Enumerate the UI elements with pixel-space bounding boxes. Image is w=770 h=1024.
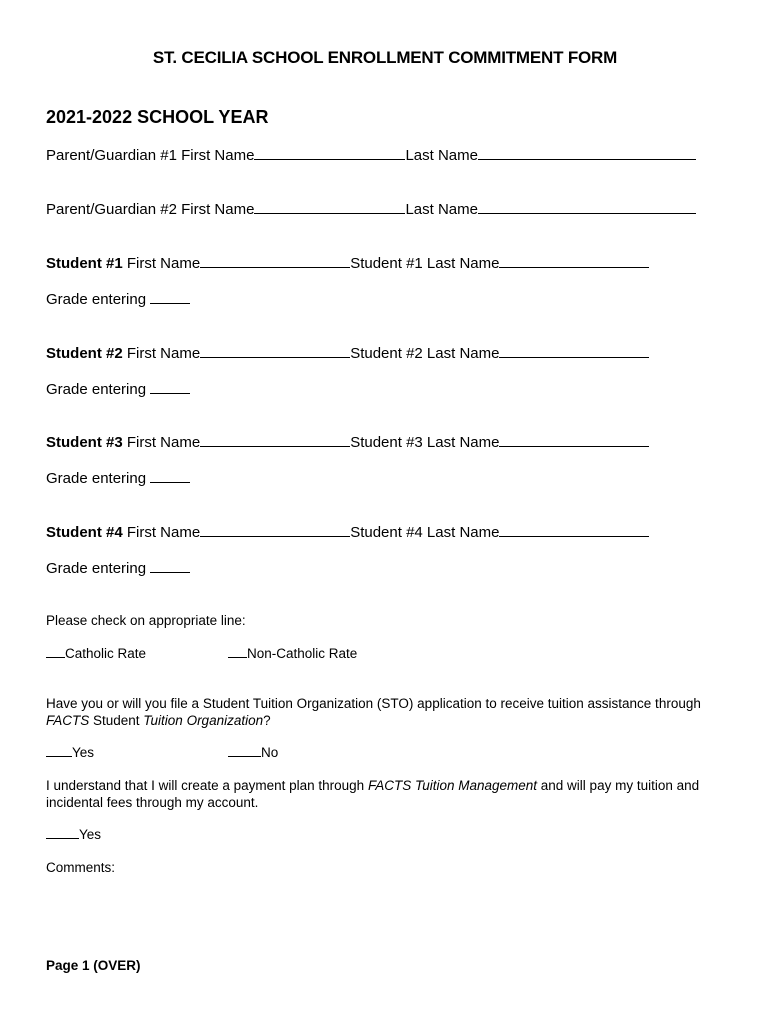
student-4-grade-field[interactable] [150,559,190,573]
student-4-last-label: Student #4 Last Name [350,524,500,541]
student-4-last-name-field[interactable] [499,523,649,537]
student-2-last-name-field[interactable] [499,344,649,358]
guardian-1-last-label: Last Name [405,147,478,164]
payment-text-2: and will pay my tuition and incidental fees through my account. [46,778,700,810]
student-4-first-name-field[interactable] [200,523,350,537]
guardian-2-last-label: Last Name [405,201,478,218]
student-1-grade-field[interactable] [150,290,190,304]
student-2-grade-label: Grade entering [46,381,151,398]
sto-no-option[interactable] [228,745,278,760]
guardian-2-first-name-field[interactable] [254,200,405,214]
non-catholic-rate-label: Non-Catholic Rate [247,646,358,661]
student-3-last-name-field[interactable] [499,433,649,447]
student-3-grade-field[interactable] [150,469,190,483]
student-2-grade-row [46,380,190,398]
page-footer: Page 1 (OVER) [46,958,141,973]
student-4-grade-row [46,559,190,577]
student-3-first-name-field[interactable] [200,433,350,447]
payment-text-1: I understand that I will create a payment plan through [46,778,368,793]
student-1-grade-row [46,290,190,308]
sto-yes-check-line[interactable] [46,745,72,757]
catholic-rate-label: Catholic Rate [65,646,147,661]
catholic-rate-check-line[interactable] [46,646,65,658]
payment-yes-option[interactable] [46,827,101,842]
student-1-grade-label: Grade entering [46,291,151,308]
student-2-prefix: Student #2 [46,345,123,362]
sto-facts-text: FACTS [46,713,90,728]
student-1-prefix: Student #1 [46,255,123,272]
payment-facts-text: FACTS Tuition Management [367,778,538,793]
sto-no-check-line[interactable] [228,745,261,757]
sto-question-mark: ? [263,713,271,728]
sto-student-text: Student [89,713,144,728]
student-4-first-label: First Name [122,524,201,541]
sto-no-label: No [261,745,279,760]
catholic-rate-option[interactable] [46,646,146,661]
student-2-grade-field[interactable] [150,380,190,394]
guardian-2-row [46,200,696,218]
student-1-last-label: Student #1 Last Name [350,255,500,272]
sto-yes-option[interactable] [46,745,94,760]
student-2-first-label: First Name [122,345,201,362]
guardian-2-last-name-field[interactable] [478,200,696,214]
student-3-grade-row [46,469,190,487]
student-2-row [46,344,649,362]
sto-org-text: Tuition Organization [143,713,264,728]
student-3-last-label: Student #3 Last Name [350,434,500,451]
non-catholic-rate-check-line[interactable] [228,646,247,658]
school-year-heading: 2021-2022 SCHOOL YEAR [46,107,269,127]
student-1-first-name-field[interactable] [200,254,350,268]
guardian-1-first-name-field[interactable] [254,146,405,160]
student-2-first-name-field[interactable] [200,344,350,358]
student-3-first-label: First Name [122,434,201,451]
student-3-grade-label: Grade entering [46,470,151,487]
non-catholic-rate-option[interactable] [228,646,357,661]
payment-yes-check-line[interactable] [46,827,79,839]
form-title: ST. CECILIA SCHOOL ENROLLMENT COMMITMENT FORM [152,48,618,67]
student-4-row [46,523,649,541]
student-4-grade-label: Grade entering [46,560,151,577]
guardian-1-last-name-field[interactable] [478,146,696,160]
student-1-first-label: First Name [122,255,201,272]
student-3-prefix: Student #3 [46,434,123,451]
sto-question [46,695,736,729]
student-2-last-label: Student #2 Last Name [350,345,500,362]
rate-instruction: Please check on appropriate line: [46,613,246,628]
student-1-last-name-field[interactable] [499,254,649,268]
guardian-2-first-label: Parent/Guardian #2 First Name [46,201,255,218]
guardian-1-row [46,146,696,164]
sto-question-text: Have you or will you file a Student Tuition Organization (STO) application to receive tuition assistance through [46,696,701,711]
payment-statement [46,777,736,811]
sto-yes-label: Yes [72,745,95,760]
student-1-row [46,254,649,272]
payment-yes-label: Yes [79,827,102,842]
comments-label: Comments: [46,860,116,875]
guardian-1-first-label: Parent/Guardian #1 First Name [46,147,255,164]
student-4-prefix: Student #4 [46,524,123,541]
student-3-row [46,433,649,451]
